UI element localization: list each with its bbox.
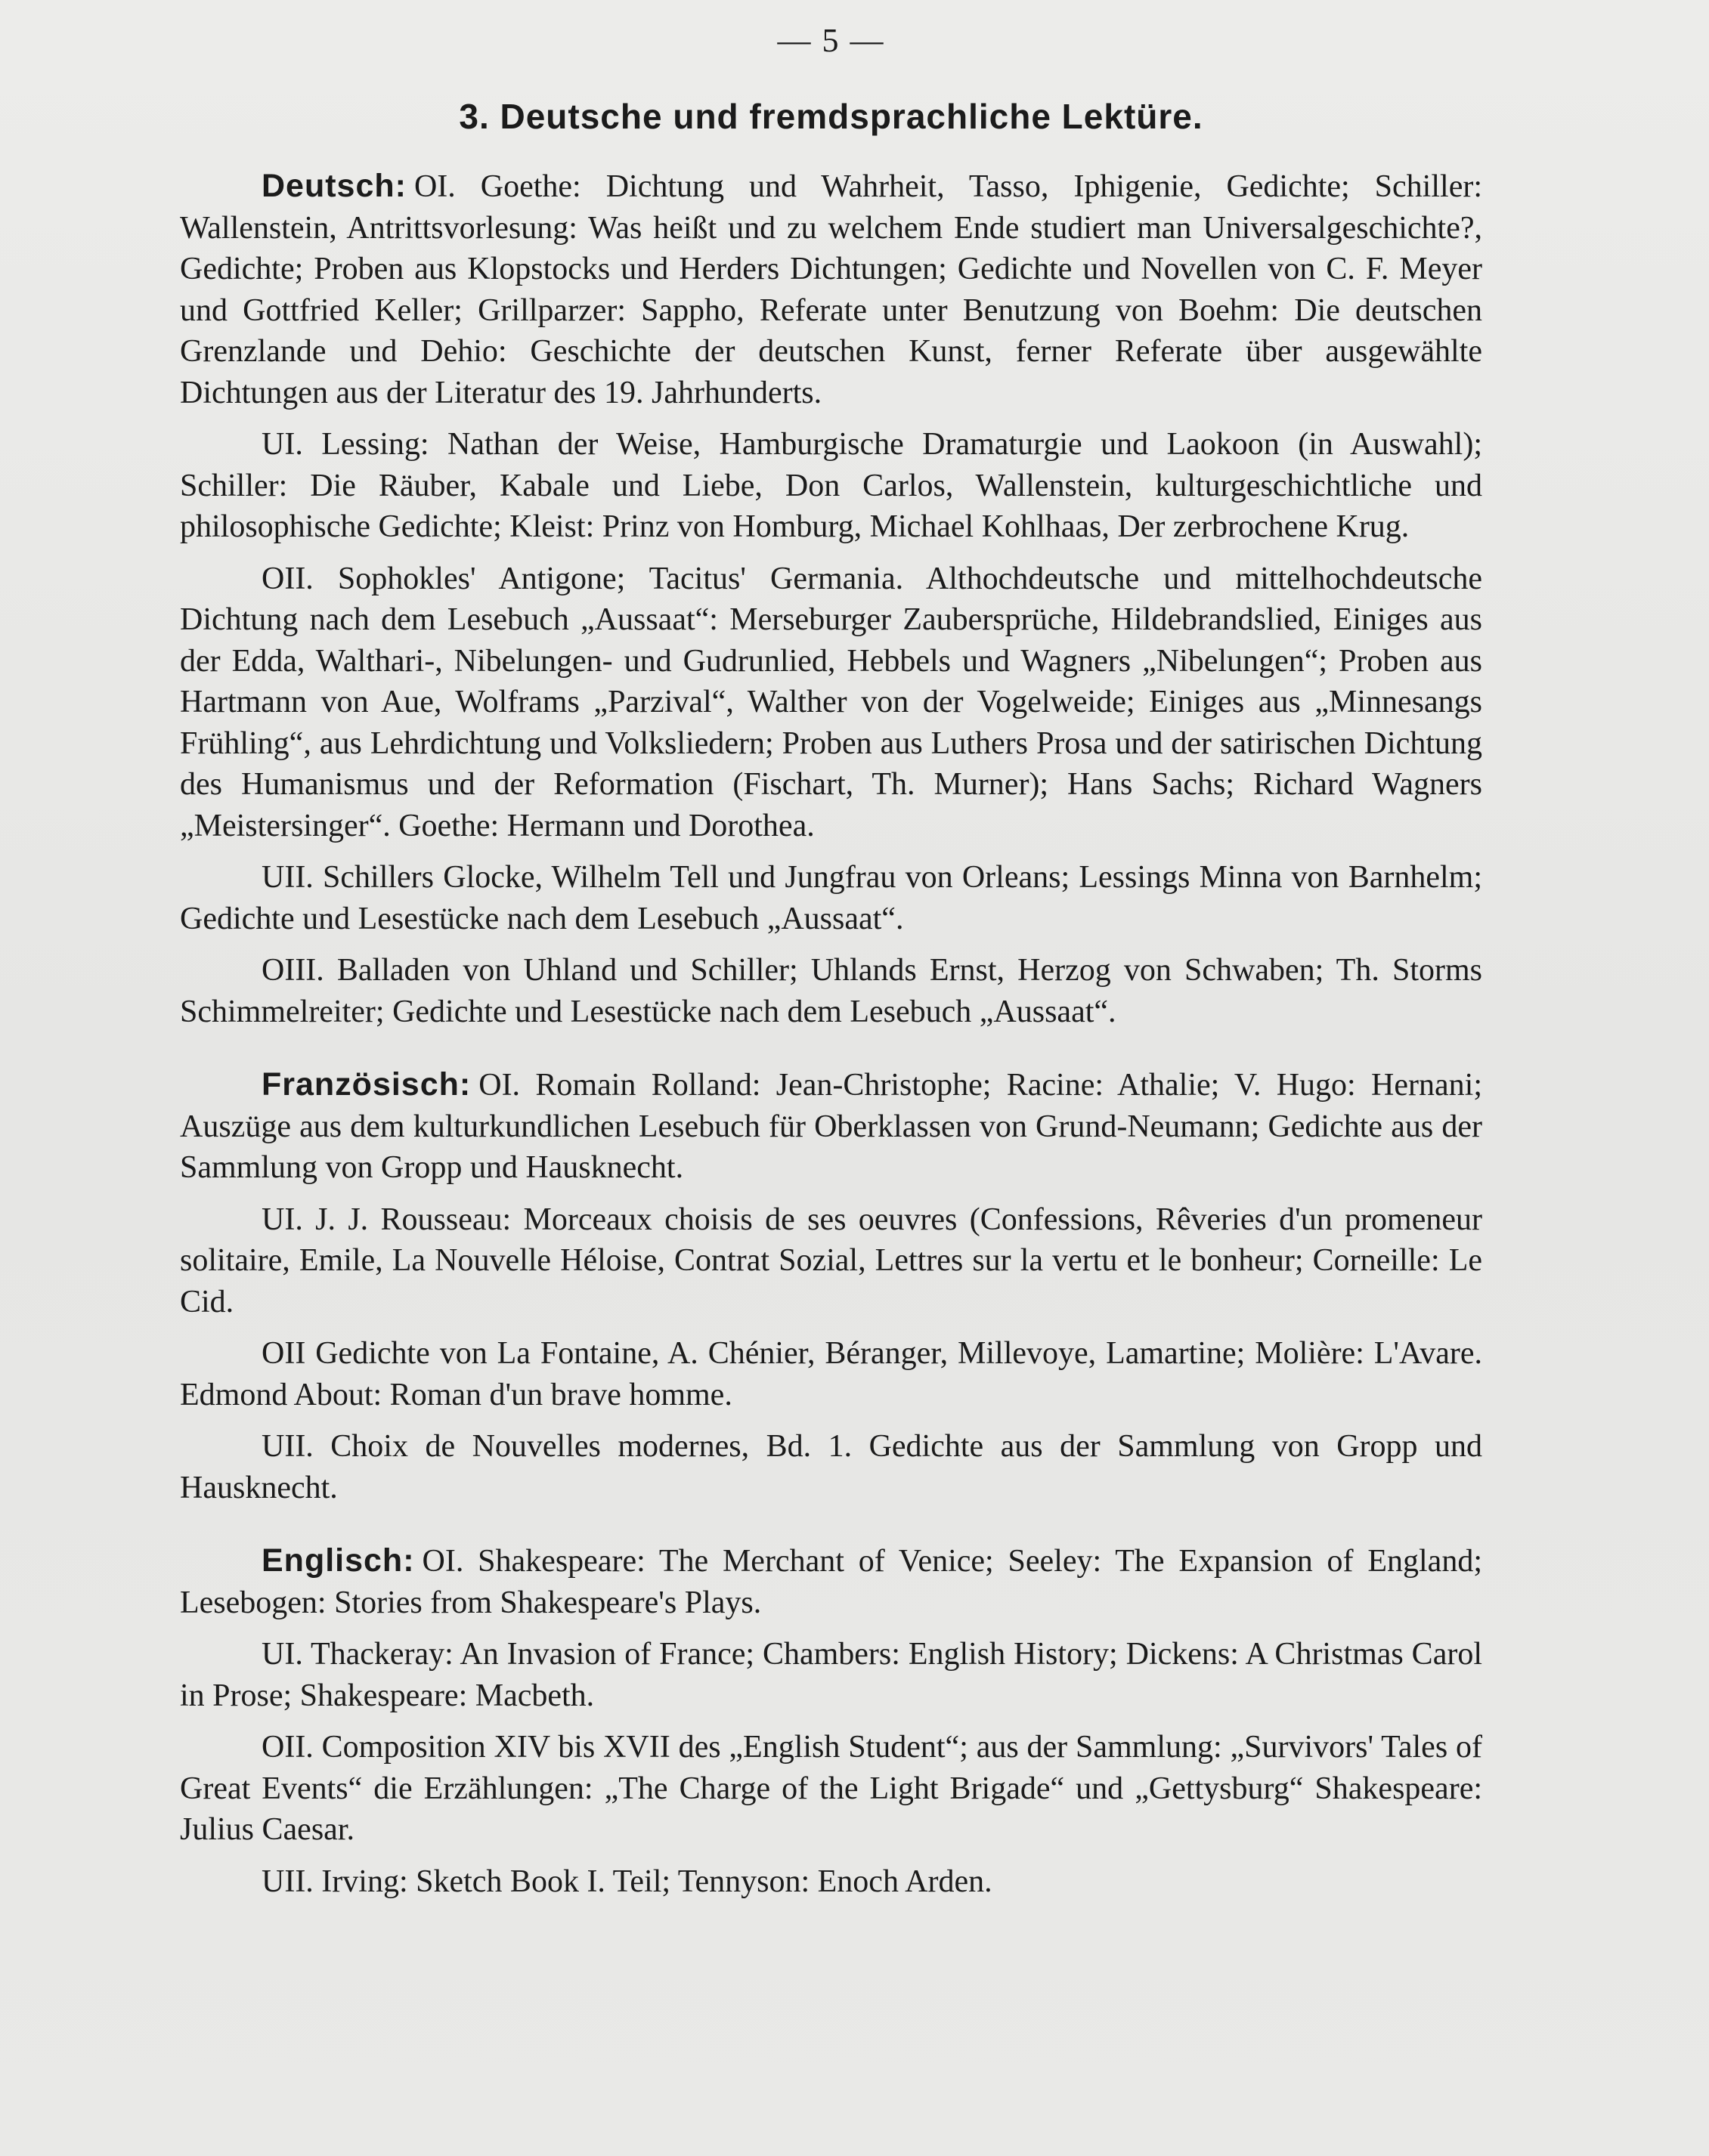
section-deutsch bbox=[180, 165, 1482, 1032]
paragraph bbox=[180, 165, 1482, 413]
paragraph: UI. Thackeray: An Invasion of France; Chambers: English History; Dickens: A Christmas Carol in Prose; Shakespeare: Macbeth. bbox=[180, 1637, 1482, 1713]
paragraph: UII. Irving: Sketch Book I. Teil; Tennyson: Enoch Arden. bbox=[262, 1864, 992, 1899]
paragraph: OII Gedichte von La Fontaine, A. Chénier, Béranger, Millevoye, Lamartine; Molière: L'Avare. Edmond About: Roman d'un brave homme. bbox=[180, 1336, 1482, 1412]
paragraph bbox=[180, 1064, 1482, 1189]
paragraph: UII. Choix de Nouvelles modernes, Bd. 1. Gedichte aus der Sammlung von Gropp und Hausknecht. bbox=[180, 1429, 1482, 1505]
language-label: Deutsch: bbox=[262, 168, 407, 204]
paragraph bbox=[180, 1540, 1482, 1623]
paragraph: OII. Composition XIV bis XVII des „English Student“; aus der Sammlung: „Survivors' Tales of Great Events“ die Erzählungen: „The Charge of the Light Brigade“ und „Gettysburg“ Shakespeare: Julius Caesar. bbox=[180, 1730, 1482, 1847]
paragraph: UI. J. J. Rousseau: Morceaux choisis de ses oeuvres (Confessions, Rêveries d'un promeneur solitaire, Emile, La Nouvelle Héloise, Contrat Sozial, Lettres sur la vertu et le bonheur; Corneille: Le Cid. bbox=[180, 1202, 1482, 1319]
page-title: 3. Deutsche und fremdsprachliche Lektüre. bbox=[459, 97, 1203, 136]
paragraph-text: OI. Shakespeare: The Merchant of Venice; Seeley: The Expansion of England; Lesebogen: Stories from Shakespeare's Plays. bbox=[180, 1544, 1482, 1620]
page-number: — 5 — bbox=[777, 22, 885, 59]
paragraph-text: OI. Goethe: Dichtung und Wahrheit, Tasso, Iphigenie, Gedichte; Schiller: Wallenstein, Antrittsvorlesung: Was heißt und zu welchem Ende studiert man Universalgeschichte?, Gedichte; Proben aus Klopstocks und Herders Dichtungen; Gedichte und Novellen von C. F. Meyer und Gottfried Keller; Grillparzer: Sappho, Referate unter Benutzung von Boehm: Die deutschen Grenzlande und Dehio: Geschichte der deutschen Kunst, ferner Referate über ausgewählte Dichtungen aus der Literatur des 19. Jahrhunderts. bbox=[180, 169, 1482, 410]
language-label: Englisch: bbox=[262, 1542, 415, 1579]
section-franzoesisch bbox=[180, 1064, 1482, 1508]
paragraph: OIII. Balladen von Uhland und Schiller; Uhlands Ernst, Herzog von Schwaben; Th. Storms Schimmelreiter; Gedichte und Lesestücke nach dem Lesebuch „Aussaat“. bbox=[180, 953, 1482, 1029]
paragraph: UI. Lessing: Nathan der Weise, Hamburgische Dramaturgie und Laokoon (in Auswahl); Schiller: Die Räuber, Kabale und Liebe, Don Carlos, Wallenstein, kulturgeschichtliche und philosophische Gedichte; Kleist: Prinz von Homburg, Michael Kohlhaas, Der zerbrochene Krug. bbox=[180, 427, 1482, 544]
paragraph-text: OI. Romain Rolland: Jean-Christophe; Racine: Athalie; V. Hugo: Hernani; Auszüge aus dem kulturkundlichen Lesebuch für Oberklassen von Grund-Neumann; Gedichte aus der Sammlung von Gropp und Hausknecht. bbox=[180, 1068, 1482, 1185]
paragraph: UII. Schillers Glocke, Wilhelm Tell und Jungfrau von Orleans; Lessings Minna von Barnhelm; Gedichte und Lesestücke nach dem Lesebuch „Aussaat“. bbox=[180, 860, 1482, 936]
language-label: Französisch: bbox=[262, 1066, 472, 1103]
paragraph: OII. Sophokles' Antigone; Tacitus' Germania. Althochdeutsche und mittelhochdeutsche Dichtung nach dem Lesebuch „Aussaat“: Merseburger Zaubersprüche, Hildebrandslied, Einiges aus der Edda, Walthari-, Nibelungen- und Gudrunlied, Hebbels und Wagners „Nibelungen“; Proben aus Hartmann von Aue, Wolframs „Parzival“, Walther von der Vogelweide; Einiges aus „Minnesangs Frühling“, aus Lehrdichtung und Volksliedern; Proben aus Luthers Prosa und der satirischen Dichtung des Humanismus und der Reformation (Fischart, Th. Murner); Hans Sachs; Richard Wagners „Meistersinger“. Goethe: Hermann und Dorothea. bbox=[180, 561, 1482, 843]
section-englisch bbox=[180, 1540, 1482, 1902]
